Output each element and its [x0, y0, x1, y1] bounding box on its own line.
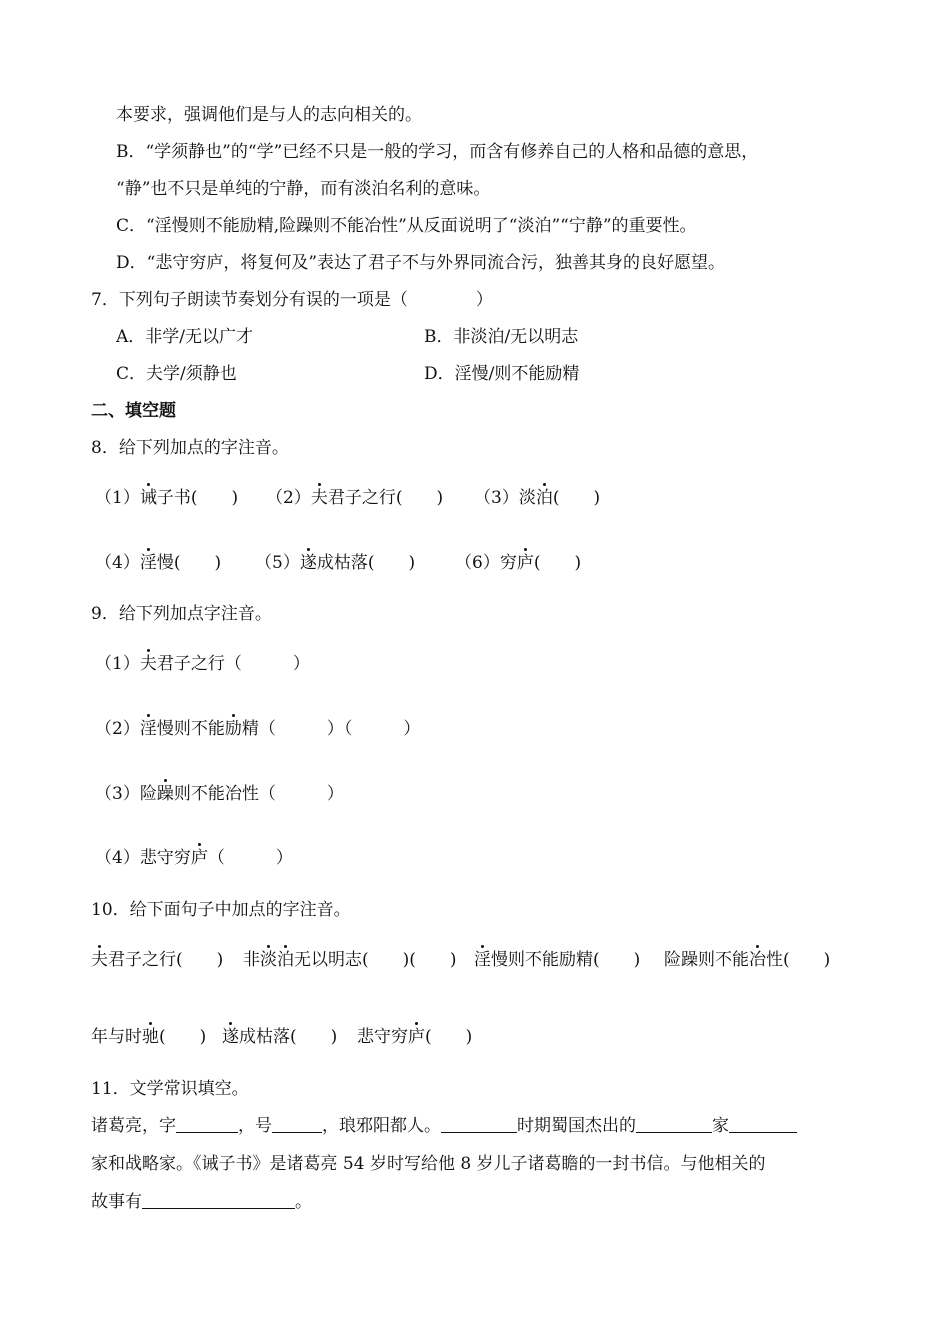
- q9-item-2: （2）淫慢则不能励精（ ）（ ）: [95, 719, 421, 739]
- q10-item-4: 险躁则不能冶性( ): [664, 950, 831, 970]
- dotted-char: 遂: [299, 553, 317, 573]
- dotted-char: 淡: [260, 950, 277, 970]
- dotted-char: 夫: [310, 488, 328, 508]
- q9-stem: 9．给下列加点字注音。: [91, 604, 272, 624]
- fill-blank[interactable]: [272, 1116, 322, 1133]
- fill-blank[interactable]: [142, 1192, 295, 1209]
- q9-item-3: （3）险躁则不能冶性（ ）: [95, 784, 344, 804]
- q8-item-3: （3）淡泊( ): [474, 488, 601, 508]
- q7-option-d: D．淫慢/则不能励精: [424, 364, 580, 384]
- q10-item-3: 淫慢则不能励精( ): [474, 950, 641, 970]
- q10-item-6: 遂成枯落( ): [222, 1027, 338, 1047]
- q11-line-1: 诸葛亮，字 ，号 ，琅邪阳都人。 时期蜀国杰出的 家: [91, 1116, 797, 1136]
- q10-item-1: 夫君子之行( ): [91, 950, 224, 970]
- q11-line-2: 家和战略家。《诫子书》是诸葛亮 54 岁时写给他 8 岁儿子诸葛瞻的一封书信。与他相关的: [91, 1154, 766, 1174]
- section-heading-fill-in: 二、填空题: [91, 401, 176, 421]
- q8-stem: 8．给下列加点的字注音。: [91, 438, 289, 458]
- q6-option-b-line1: B．“学须静也”的“学”已经不只是一般的学习，而含有修养自己的人格和品德的意思，: [116, 142, 759, 162]
- dotted-char: 庐: [516, 553, 534, 573]
- q6-option-c: C．“淫慢则不能励精,险躁则不能冶性”从反面说明了“淡泊”“宁静”的重要性。: [116, 216, 697, 236]
- dotted-char: 夫: [139, 654, 157, 674]
- dotted-char: 遂: [222, 1027, 239, 1047]
- q7-option-a: A．非学/无以广才: [116, 327, 254, 347]
- q11-stem: 11．文学常识填空。: [91, 1079, 249, 1099]
- q9-item-4: （4）悲守穷庐（ ）: [95, 848, 293, 868]
- dotted-char: 庐: [408, 1027, 425, 1047]
- dotted-char: 励: [224, 719, 242, 739]
- dotted-char: 夫: [91, 950, 108, 970]
- q8-item-4: （4）淫慢( ): [95, 553, 222, 573]
- fill-blank[interactable]: [441, 1116, 517, 1133]
- dotted-char: 冶: [749, 950, 766, 970]
- dotted-char: 淫: [139, 553, 157, 573]
- dotted-char: 驰: [142, 1027, 159, 1047]
- q10-item-5: 年与时驰( ): [91, 1027, 207, 1047]
- fill-blank[interactable]: [636, 1116, 712, 1133]
- dotted-char: 泊: [277, 950, 294, 970]
- q6-option-a-tail: 本要求，强调他们是与人的志向相关的。: [116, 105, 422, 125]
- dotted-char: 淫: [139, 719, 157, 739]
- dotted-char: 泊: [535, 488, 553, 508]
- q7-option-b: B．非淡泊/无以明志: [424, 327, 579, 347]
- q10-item-2: 非淡泊无以明志( )( ): [243, 950, 457, 970]
- q6-option-d: D．“悲守穷庐，将复何及”表达了君子不与外界同流合污，独善其身的良好愿望。: [116, 253, 726, 273]
- q9-item-1: （1）夫君子之行（ ）: [95, 654, 310, 674]
- q8-item-5: （5）遂成枯落( ): [255, 553, 416, 573]
- dotted-char: 庐: [190, 848, 208, 868]
- q8-item-1: （1）诫子书( ): [95, 488, 239, 508]
- q8-item-2: （2）夫君子之行( ): [266, 488, 444, 508]
- q8-item-6: （6）穷庐( ): [455, 553, 582, 573]
- q10-item-7: 悲守穷庐( ): [357, 1027, 473, 1047]
- q7-stem: 7．下列句子朗读节奏划分有误的一项是（ ）: [91, 290, 493, 310]
- dotted-char: 淫: [474, 950, 491, 970]
- q6-option-b-line2: “静”也不只是单纯的宁静，而有淡泊名利的意味。: [116, 179, 491, 199]
- q11-line-3: 故事有 。: [91, 1192, 312, 1212]
- q7-option-c: C．夫学/须静也: [116, 364, 237, 384]
- dotted-char: 诫: [139, 488, 157, 508]
- q10-stem: 10．给下面句子中加点的字注音。: [91, 900, 351, 920]
- fill-blank[interactable]: [729, 1116, 797, 1133]
- fill-blank[interactable]: [176, 1116, 238, 1133]
- dotted-char: 躁: [156, 784, 174, 804]
